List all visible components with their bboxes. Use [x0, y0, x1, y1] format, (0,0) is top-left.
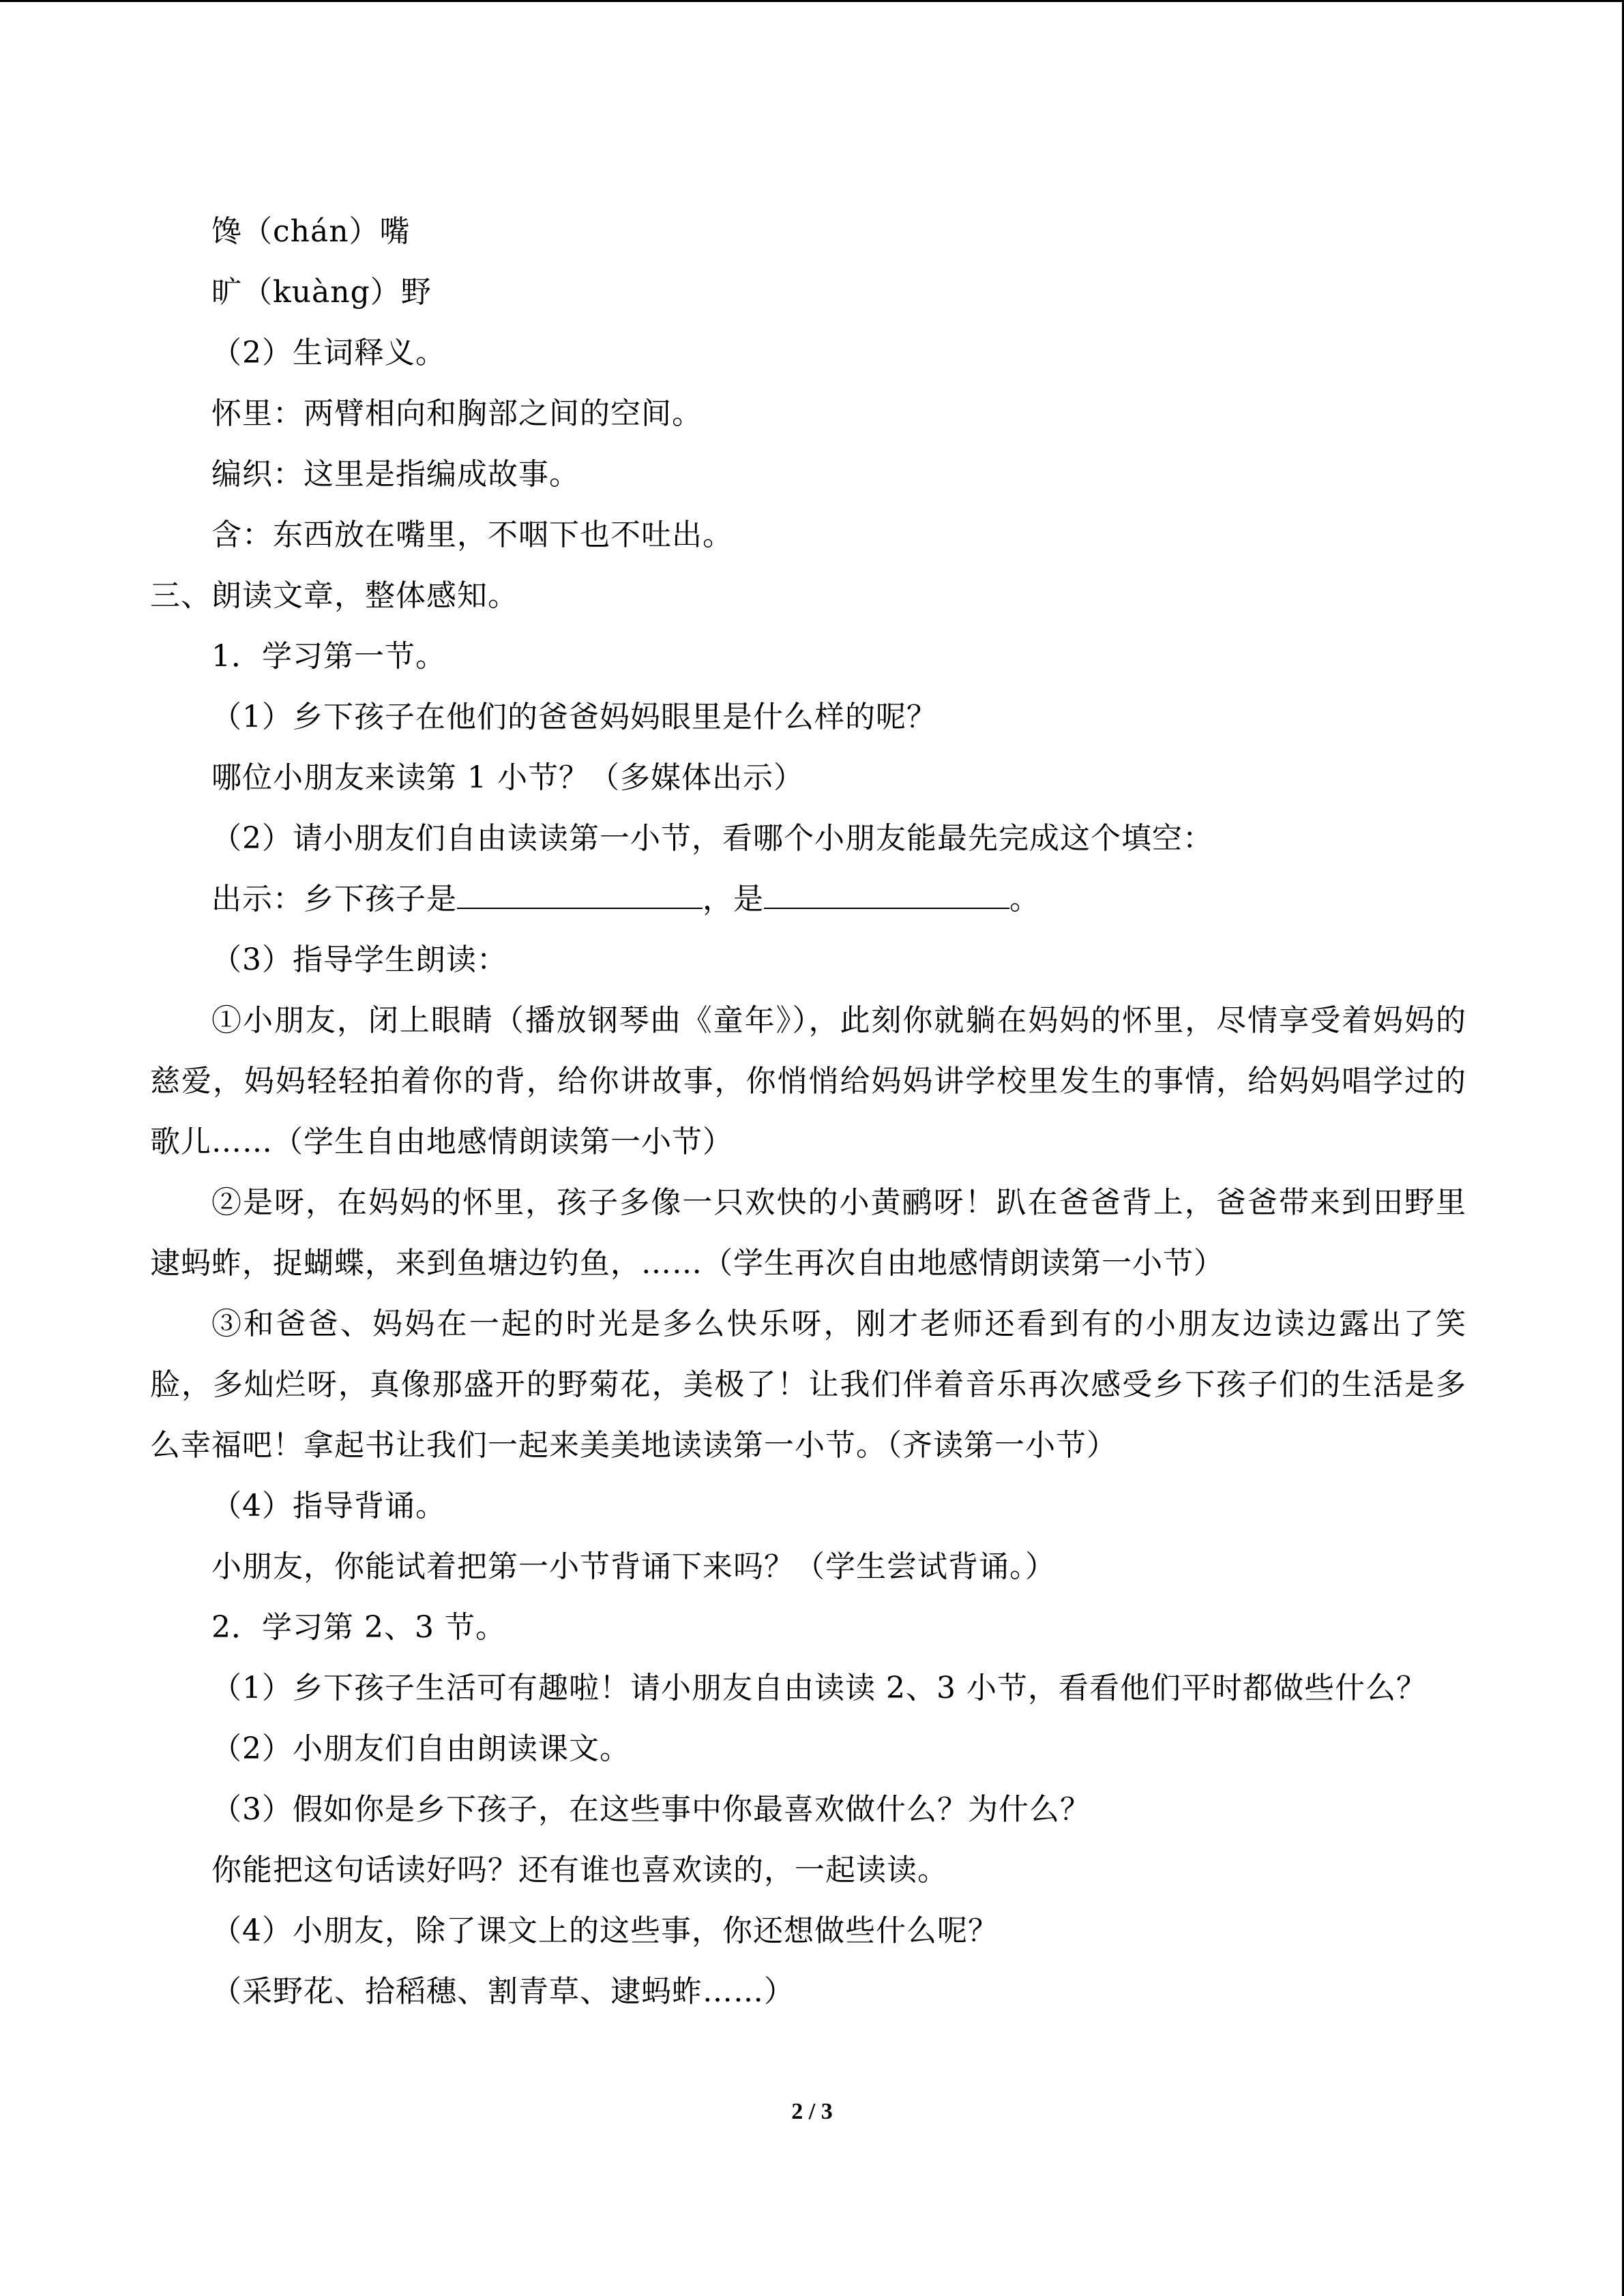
definition-huaili: 怀里：两臂相向和胸部之间的空间。 — [211, 396, 703, 431]
pinyin-line-chan: 馋（chán）嘴 — [211, 214, 411, 249]
question-3: （3）假如你是乡下孩子，在这些事中你最喜欢做什么？为什么？ — [211, 1792, 1091, 1827]
definition-han: 含：东西放在嘴里，不咽下也不吐出。 — [211, 518, 733, 552]
fill-blank-prefix: 出示：乡下孩子是 — [211, 882, 457, 916]
subheading-study-first: 1．学习第一节。 — [211, 639, 446, 674]
fill-blank-suffix: 。 — [1009, 882, 1040, 916]
question-1: （1）乡下孩子在他们的爸爸妈妈眼里是什么样的呢？ — [211, 700, 937, 734]
paragraph-step-2: ②是呀，在妈妈的怀里，孩子多像一只欢快的小黄鹂呀！趴在爸爸背上，爸爸带来到田野里逮蚂蚱，捉蝴蝶，来到鱼塘边钓鱼，……（学生再次自由地感情朗读第一小节） — [150, 1185, 1466, 1281]
section-vocab-meaning: （2）生词释义。 — [211, 336, 446, 370]
question-4: （4）小朋友，除了课文上的这些事，你还想做些什么呢？ — [211, 1913, 999, 1948]
document-body — [150, 201, 1466, 2022]
paragraph-question-2-3: （1）乡下孩子生活可有趣啦！请小朋友自由读读 2、3 小节，看看他们平时都做些什么？ — [211, 1671, 1427, 1705]
paragraph-step-1: ①小朋友，闭上眼睛（播放钢琴曲《童年》），此刻你就躺在妈妈的怀里，尽情享受着妈妈的慈爱，妈妈轻轻拍着你的背，给你讲故事，你悄悄给妈妈讲学校里发生的事情，给妈妈唱学过的歌儿……（学生自由地感情朗读第一小节） — [150, 1003, 1466, 1159]
pinyin-line-kuang: 旷（kuàng）野 — [211, 275, 432, 310]
subheading-study-2-3: 2．学习第 2、3 节。 — [211, 1610, 506, 1645]
prompt-recite: 小朋友，你能试着把第一小节背诵下来吗？（学生尝试背诵。） — [211, 1549, 1056, 1584]
prompt-read-first: 哪位小朋友来读第 1 小节？（多媒体出示） — [211, 760, 804, 795]
answer-examples: （采野花、拾稻穗、割青草、逮蚂蚱……） — [211, 1974, 795, 2009]
fill-blank-middle: ，是 — [703, 882, 764, 916]
guide-reading: （3）指导学生朗读： — [211, 942, 507, 977]
paragraph-step-3: ③和爸爸、妈妈在一起的时光是多么快乐呀，刚才老师还看到有的小朋友边读边露出了笑脸，多灿烂呀，真像那盛开的野菊花，美极了！让我们伴着音乐再次感受乡下孩子们的生活是多么幸福吧！拿起书让我们一起来美美地读读第一小节。（齐读第一小节） — [150, 1307, 1466, 1463]
fill-blank-1 — [457, 880, 703, 909]
fill-in-blank-line — [150, 869, 1466, 929]
heading-section-three: 三、朗读文章，整体感知。 — [150, 578, 518, 613]
guide-recite: （4）指导背诵。 — [211, 1489, 446, 1523]
definition-bianzhi: 编织：这里是指编成故事。 — [211, 457, 580, 492]
fill-blank-2 — [764, 880, 1009, 909]
free-reading: （2）小朋友们自由朗读课文。 — [211, 1731, 630, 1766]
page-number: 2 / 3 — [791, 2099, 833, 2124]
prompt-read-well: 你能把这句话读好吗？还有谁也喜欢读的，一起读读。 — [211, 1853, 948, 1888]
question-2: （2）请小朋友们自由读读第一小节，看哪个小朋友能最先完成这个填空： — [211, 821, 1213, 856]
